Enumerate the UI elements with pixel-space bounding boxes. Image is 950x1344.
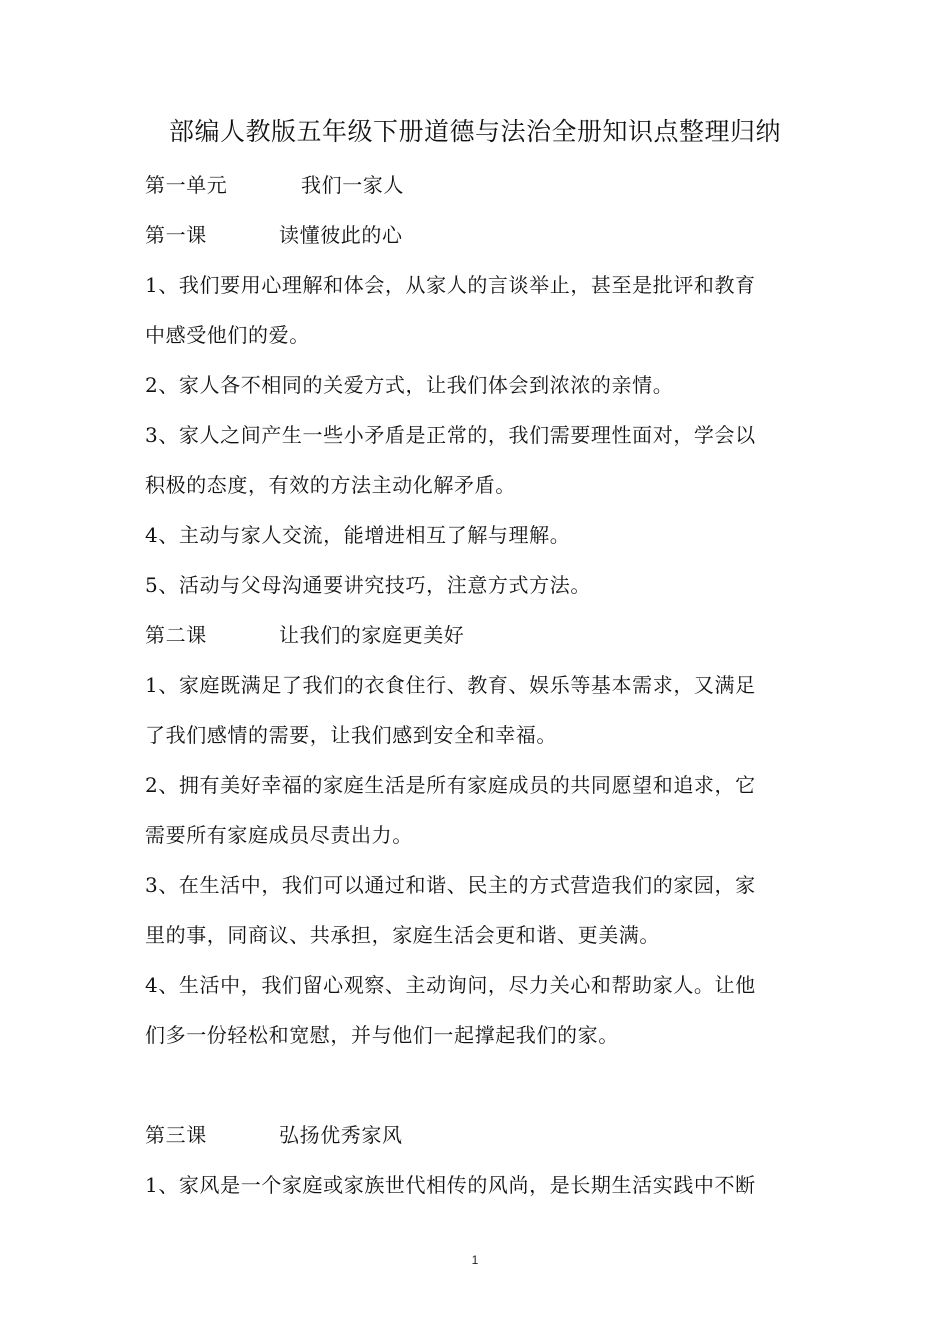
- lesson-name: 弘扬优秀家风: [279, 1123, 403, 1147]
- lesson-heading-2: [145, 618, 810, 652]
- lesson-name: 让我们的家庭更美好: [279, 623, 465, 647]
- document-title: 部编人教版五年级下册道德与法治全册知识点整理归纳: [168, 117, 781, 146]
- paragraph-line: 1、我们要用心理解和体会，从家人的言谈举止，甚至是批评和教育: [145, 273, 756, 297]
- paragraph-line: 5、活动与父母沟通要讲究技巧，注意方式方法。: [145, 573, 591, 597]
- paragraph-line: 里的事，同商议、共承担，家庭生活会更和谐、更美满。: [145, 923, 660, 947]
- unit-heading: [145, 168, 810, 202]
- paragraph-line: 积极的态度，有效的方法主动化解矛盾。: [145, 473, 516, 497]
- unit-label: 第一单元: [145, 173, 228, 197]
- lesson-label: 第一课: [145, 223, 207, 247]
- page-number: 1: [471, 1253, 479, 1267]
- paragraph-line: 了我们感情的需要，让我们感到安全和幸福。: [145, 723, 557, 747]
- lesson-label: 第三课: [145, 1123, 207, 1147]
- paragraph-line: 4、生活中，我们留心观察、主动询问，尽力关心和帮助家人。让他: [145, 973, 756, 997]
- paragraph-line: 中感受他们的爱。: [145, 323, 310, 347]
- lesson-label: 第二课: [145, 623, 207, 647]
- paragraph-line: 需要所有家庭成员尽责出力。: [145, 823, 413, 847]
- paragraph-line: 4、主动与家人交流，能增进相互了解与理解。: [145, 523, 571, 547]
- lesson-heading-3: [145, 1118, 810, 1152]
- unit-name: 我们一家人: [301, 173, 404, 197]
- paragraph-line: 2、拥有美好幸福的家庭生活是所有家庭成员的共同愿望和追求，它: [145, 773, 756, 797]
- lesson-heading-1: [145, 218, 810, 252]
- paragraph-line: 2、家人各不相同的关爱方式，让我们体会到浓浓的亲情。: [145, 373, 674, 397]
- paragraph-line: 1、家庭既满足了我们的衣食住行、教育、娱乐等基本需求，又满足: [145, 673, 756, 697]
- paragraph-line: 们多一份轻松和宽慰，并与他们一起撑起我们的家。: [145, 1023, 619, 1047]
- lesson-name: 读懂彼此的心: [279, 223, 403, 247]
- paragraph-line: 3、在生活中，我们可以通过和谐、民主的方式营造我们的家园，家: [145, 873, 756, 897]
- paragraph-line: 3、家人之间产生一些小矛盾是正常的，我们需要理性面对，学会以: [145, 423, 756, 447]
- paragraph-line: 1、家风是一个家庭或家族世代相传的风尚，是长期生活实践中不断: [145, 1173, 756, 1197]
